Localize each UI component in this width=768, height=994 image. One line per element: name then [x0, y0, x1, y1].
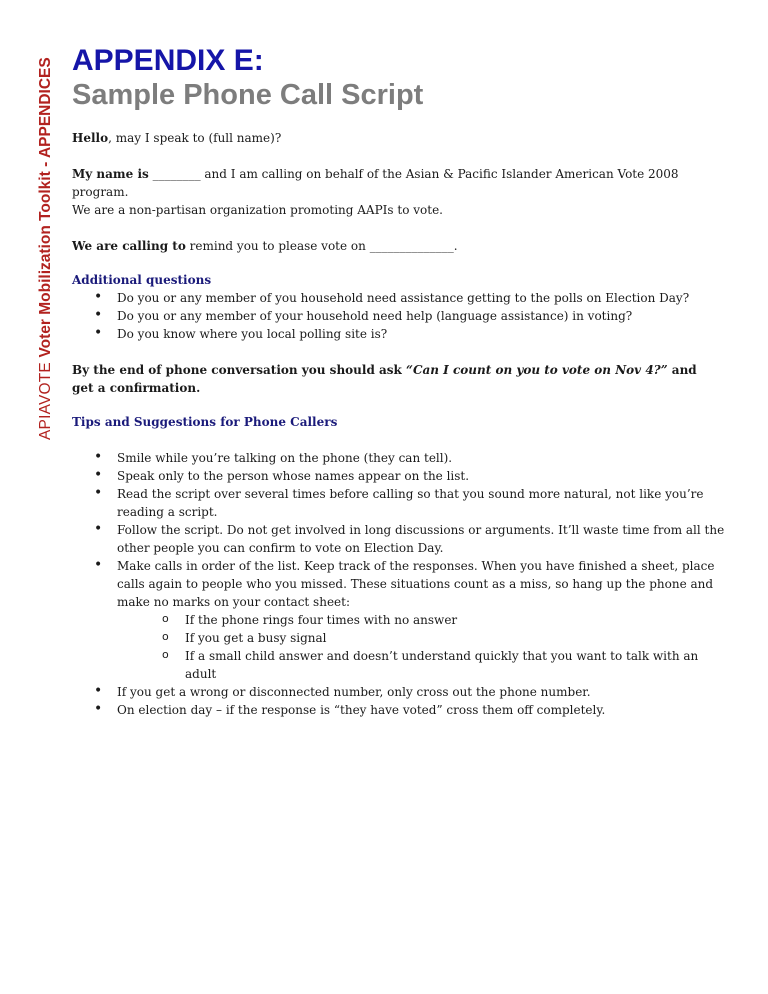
miss-conditions-list — [117, 611, 732, 683]
list-item: • Do you or any member of you household need assistance getting to the polls on Election Day? — [72, 289, 732, 307]
name-bold: My name is — [72, 167, 149, 181]
list-item: • Read the script over several times before calling so that you sound more natural, not like you’re reading a script. — [72, 485, 732, 521]
tips-heading: Tips and Suggestions for Phone Callers — [72, 415, 338, 429]
closing-part2: and — [667, 363, 697, 377]
name-rest: ________ and I am calling on behalf of the Asian & Pacific Islander American Vote 2008 program. — [72, 167, 679, 199]
organization-line: We are a non-partisan organization promoting AAPIs to vote. — [72, 203, 443, 217]
sidebar-label — [36, 57, 56, 440]
tips-list — [72, 449, 732, 719]
name-line — [72, 165, 732, 201]
sidebar-toolkit-title: Voter Mobilization Toolkit - APPENDICES — [37, 57, 54, 358]
hello-rest: , may I speak to (full name)? — [108, 131, 282, 145]
hello-bold: Hello — [72, 131, 109, 145]
list-item-text: Make calls in order of the list. Keep track of the responses. When you have finished a sheet, place calls again to people who you missed. These situations count as a miss, so hang up the phone and make no marks on your contact sheet: — [117, 559, 715, 609]
sidebar-brand: APIAVOTE — [37, 357, 54, 440]
additional-questions-list — [72, 289, 732, 343]
additional-questions-heading: Additional questions — [72, 273, 212, 287]
closing-line2 — [72, 379, 732, 397]
page-title: APPENDIX E: — [72, 44, 264, 77]
sub-list-item: o If a small child answer and doesn’t understand quickly that you want to talk with an adult — [117, 647, 732, 683]
closing-question: “Can I count on you to vote on Nov 4?” — [406, 363, 668, 377]
list-item: • Smile while you’re talking on the phone (they can tell). — [72, 449, 732, 467]
list-item: • Do you know where you local polling site is? — [72, 325, 732, 343]
page-subtitle: Sample Phone Call Script — [72, 79, 424, 111]
list-item: • Speak only to the person whose names appear on the list. — [72, 467, 732, 485]
list-item: • Do you or any member of your household need help (language assistance) in voting? — [72, 307, 732, 325]
list-item — [72, 557, 732, 683]
list-item: • On election day – if the response is “they have voted” cross them off completely. — [72, 701, 732, 719]
list-item: • Follow the script. Do not get involved in long discussions or arguments. It’ll waste time from all the other people you can confirm to vote on Election Day. — [72, 521, 732, 557]
document-body — [72, 44, 732, 719]
closing-instruction — [72, 361, 732, 379]
closing-part1: By the end of phone conversation you should ask — [72, 363, 407, 377]
sub-list-item: o If you get a busy signal — [117, 629, 732, 647]
list-item: • If you get a wrong or disconnected number, only cross out the phone number. — [72, 683, 732, 701]
hello-line — [72, 129, 732, 147]
closing-line2-text: get a confirmation. — [72, 381, 201, 395]
sub-list-item: o If the phone rings four times with no answer — [117, 611, 732, 629]
calling-bold: We are calling to — [72, 239, 186, 253]
calling-rest: remind you to please vote on ______________. — [185, 239, 458, 253]
calling-line — [72, 237, 732, 255]
